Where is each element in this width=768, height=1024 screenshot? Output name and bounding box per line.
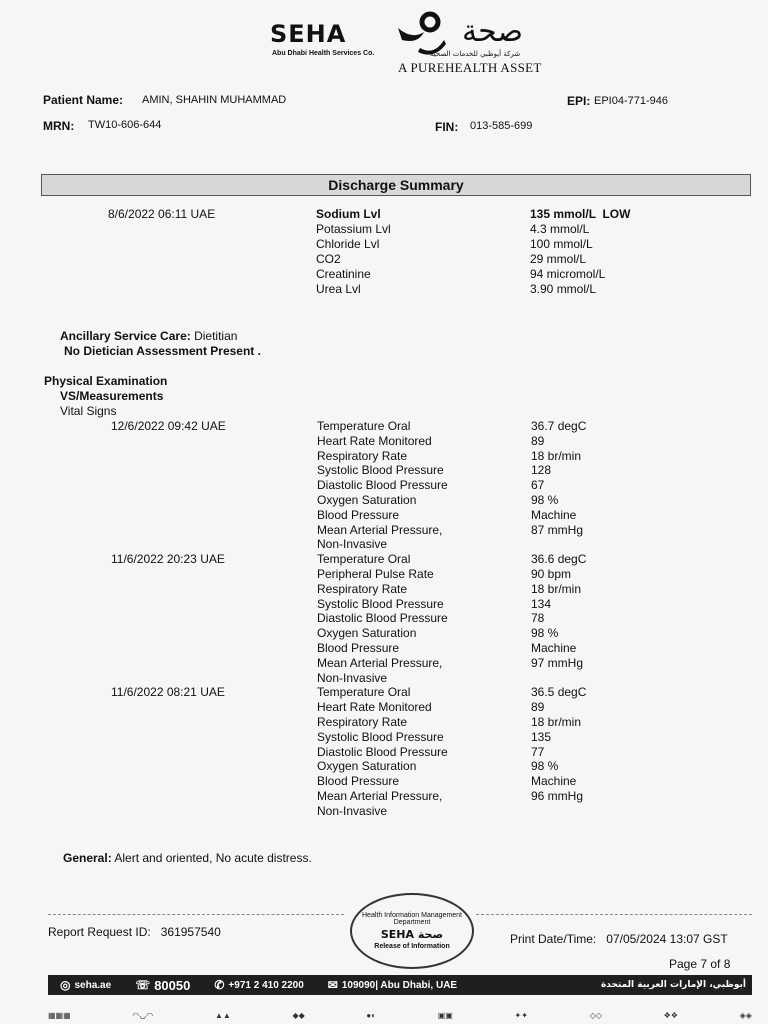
- stamp-brand: SEHA صحة: [380, 928, 444, 941]
- vital-name: Non-Invasive: [317, 537, 388, 552]
- print-datetime: [510, 932, 728, 946]
- general-value: Alert and oriented, No acute distress.: [114, 851, 312, 865]
- partner-logo-icon: ▦▦▦: [48, 1010, 71, 1020]
- vital-name: Blood Pressure: [317, 507, 400, 522]
- vital-value: 18 br/min: [531, 715, 582, 729]
- vital-name: Non-Invasive: [317, 670, 388, 685]
- vital-value: 90 bpm: [531, 567, 572, 581]
- partner-logo-icon: ◈◈: [739, 1010, 752, 1020]
- epi-value: EPI04-771-946: [594, 95, 668, 107]
- general-label: General:: [63, 851, 112, 865]
- vital-name: Temperature Oral: [317, 685, 411, 700]
- labs-names: [316, 207, 391, 297]
- lab-name: Potassium Lvl: [316, 222, 391, 236]
- print-label: Print Date/Time:: [510, 932, 597, 946]
- vital-value: 134: [531, 596, 552, 611]
- vital-value: 77: [531, 744, 545, 759]
- footer-pobox-arabic: أبوظبي، الإمارات العربية المتحدة: [600, 980, 746, 990]
- vital-value: 87 mmHg: [531, 522, 584, 537]
- release-stamp: [350, 893, 474, 969]
- section-title: Discharge Summary: [41, 174, 751, 196]
- vital-value: 98 %: [531, 759, 559, 774]
- page-number: Page 7 of 8: [669, 957, 731, 971]
- partner-logo-icon: ◇◇: [589, 1010, 602, 1020]
- vital-name: Mean Arterial Pressure,: [317, 789, 443, 803]
- vital-value: 98 %: [531, 493, 559, 507]
- phone-icon: ✆: [214, 978, 225, 992]
- vital-name: Peripheral Pulse Rate: [317, 567, 434, 581]
- vital-value: Machine: [531, 507, 577, 522]
- vitals-datetime: 11/6/2022 08:21 UAE: [111, 685, 225, 700]
- footer-website[interactable]: ◎ seha.ae: [60, 978, 112, 992]
- ancillary-value: Dietitian: [194, 329, 238, 343]
- lab-name: Creatinine: [316, 267, 371, 281]
- vital-name: Heart Rate Monitored: [317, 433, 432, 448]
- divider-left: [48, 914, 344, 915]
- vital-value: 128: [531, 463, 552, 478]
- vital-value: 78: [531, 611, 545, 626]
- footer-hotline[interactable]: ☏ 80050: [135, 977, 191, 993]
- vital-name: Oxygen Saturation: [317, 626, 417, 641]
- vital-value: 36.5 degC: [531, 685, 587, 700]
- fin-value: 013-585-699: [470, 120, 533, 132]
- vital-value: 98 %: [531, 626, 559, 641]
- partner-logo-icon: ●◐: [366, 1010, 377, 1020]
- footer-bar: [48, 975, 752, 995]
- vital-name: Blood Pressure: [317, 641, 400, 655]
- partner-logo-icon: ◆◆: [292, 1010, 305, 1020]
- stamp-top-text: Health Information Management Department: [362, 912, 462, 926]
- report-request: [48, 925, 221, 939]
- partner-logo-icon: ▣▣: [437, 1010, 453, 1020]
- brand-tagline: A PUREHEALTH ASSET: [398, 60, 542, 75]
- globe-icon: ◎: [60, 978, 71, 992]
- print-value: 07/05/2024 13:07 GST: [606, 932, 728, 946]
- lab-name: CO2: [316, 252, 341, 266]
- footer-pobox: ✉ 109090| Abu Dhabi, UAE: [327, 978, 458, 992]
- labs-datetime: 8/6/2022 06:11 UAE: [108, 207, 216, 221]
- footer-phone[interactable]: ✆ +971 2 410 2200: [214, 978, 304, 992]
- vital-value: 96 mmHg: [531, 789, 584, 803]
- divider-right: [476, 914, 752, 915]
- headset-icon: ☏: [135, 978, 151, 992]
- stamp-bottom-text: Release of Information: [374, 943, 450, 950]
- vital-signs-label: Vital Signs: [60, 404, 117, 418]
- seha-logo: [270, 8, 550, 78]
- lab-value: 4.3 mmol/L: [530, 222, 590, 236]
- vital-name: Temperature Oral: [317, 552, 411, 567]
- fin-label: FIN:: [435, 120, 459, 134]
- brand-subtitle: Abu Dhabi Health Services Co.: [272, 50, 375, 57]
- patient-name-label: Patient Name:: [43, 93, 124, 107]
- vital-name: Systolic Blood Pressure: [317, 729, 444, 744]
- lab-value: 100 mmol/L: [530, 237, 593, 251]
- vital-value: 135: [531, 729, 552, 744]
- report-request-id: 361957540: [160, 925, 221, 939]
- vital-name: Temperature Oral: [317, 419, 411, 433]
- vital-value: 36.6 degC: [531, 552, 587, 567]
- partner-logo-icon: ◠◡◠: [132, 1010, 154, 1020]
- vital-value: 18 br/min: [531, 581, 582, 596]
- vital-name: Systolic Blood Pressure: [317, 463, 444, 478]
- lab-name: Chloride Lvl: [316, 237, 380, 251]
- vital-name: Diastolic Blood Pressure: [317, 744, 448, 759]
- labs-values: [530, 207, 630, 297]
- partner-logo-icon: ▲▲: [214, 1010, 231, 1020]
- patient-name: AMIN, SHAHIN MUHAMMAD: [142, 94, 287, 106]
- vital-value: 36.7 degC: [531, 419, 587, 433]
- ancillary-note: No Dietician Assessment Present .: [64, 344, 261, 358]
- vital-name: Respiratory Rate: [317, 715, 408, 729]
- brand-name-arabic: صحة: [462, 14, 523, 49]
- lab-value: 135 mmol/L LOW: [530, 207, 631, 221]
- vitals-datetime: 12/6/2022 09:42 UAE: [111, 419, 226, 433]
- partner-logo-icon: ❖❖: [663, 1010, 678, 1020]
- physical-heading: Physical Examination: [44, 374, 168, 388]
- vital-name: Systolic Blood Pressure: [317, 596, 444, 611]
- brand-subtitle-arabic: شركة أبوظبي للخدمات الصحية: [430, 50, 521, 58]
- vital-value: 18 br/min: [531, 448, 582, 463]
- vital-name: Diastolic Blood Pressure: [317, 478, 448, 493]
- vital-name: Mean Arterial Pressure,: [317, 655, 443, 670]
- lab-name: Urea Lvl: [316, 282, 361, 296]
- partner-logo-icon: ✦✦: [514, 1010, 528, 1020]
- epi-label: EPI:: [567, 94, 591, 108]
- ancillary-line: [60, 329, 237, 343]
- mrn-value: TW10-606-644: [88, 119, 162, 131]
- vital-name: Heart Rate Monitored: [317, 700, 432, 715]
- vital-name: Mean Arterial Pressure,: [317, 522, 443, 537]
- partner-logos-strip: [48, 1006, 752, 1024]
- vs-subheading: VS/Measurements: [60, 389, 164, 403]
- vital-name: Oxygen Saturation: [317, 759, 417, 774]
- vital-name: Non-Invasive: [317, 803, 388, 818]
- vital-name: Respiratory Rate: [317, 581, 408, 596]
- report-request-label: Report Request ID:: [48, 925, 151, 939]
- vital-value: 89: [531, 433, 545, 448]
- vital-value: 67: [531, 478, 545, 493]
- lab-value: 29 mmol/L: [530, 252, 587, 266]
- vital-name: Respiratory Rate: [317, 448, 408, 463]
- ancillary-label: Ancillary Service Care:: [60, 329, 191, 343]
- vital-name: Diastolic Blood Pressure: [317, 611, 448, 626]
- vital-value: 89: [531, 700, 545, 715]
- lab-name: Sodium Lvl: [316, 207, 381, 221]
- vital-value: Machine: [531, 641, 577, 655]
- vital-value: 97 mmHg: [531, 655, 584, 670]
- brand-name: SEHA: [270, 20, 347, 48]
- mrn-label: MRN:: [43, 119, 75, 133]
- vitals-datetime: 11/6/2022 20:23 UAE: [111, 552, 225, 567]
- vital-name: Blood Pressure: [317, 774, 400, 789]
- lab-value: 3.90 mmol/L: [530, 282, 597, 296]
- mailbox-icon: ✉: [327, 978, 338, 992]
- vital-name: Oxygen Saturation: [317, 493, 417, 507]
- lab-value: 94 micromol/L: [530, 267, 606, 281]
- vital-value: Machine: [531, 774, 577, 789]
- general-line: [63, 851, 312, 865]
